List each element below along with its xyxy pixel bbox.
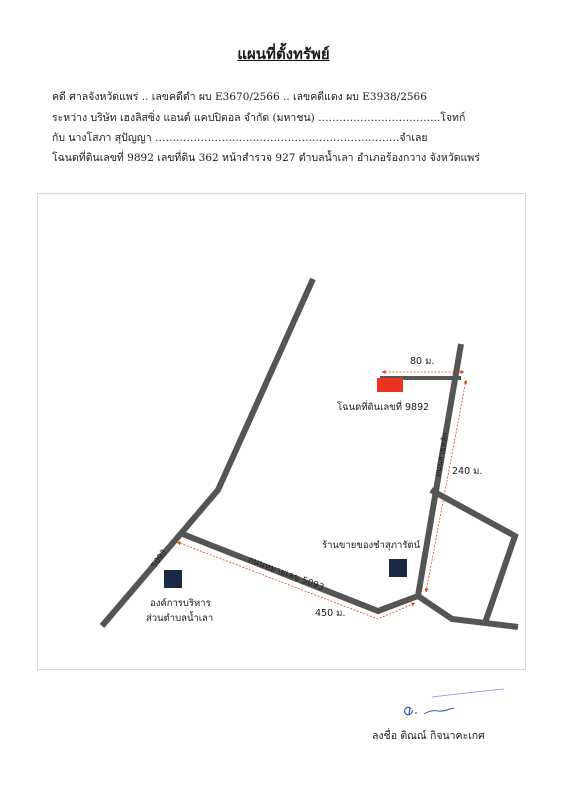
- road-label-vertical: ถนนสายหลัก: [433, 431, 450, 478]
- plaintiff-line: ระหว่าง บริษัท เฮงลิสซิ่ง แอนด์ แคปปิตอล จำกัด (มหาชน) ……………………………..โจทก์: [52, 112, 466, 124]
- road-label-left: 5093: [149, 547, 169, 570]
- property-plot-label: โฉนดที่ดินเลขที่ 9892: [337, 402, 430, 413]
- road-east-loop: [431, 490, 515, 623]
- dimension-240-arrow: [426, 380, 466, 592]
- defendant-line: กับ นางโสภา สุปัญญา ……………………...…………………………………….จำเลย: [52, 132, 428, 144]
- page-title: แผนที่ตั้งทรัพย์: [237, 45, 330, 63]
- sao-office-marker: [164, 570, 182, 588]
- property-plot: [377, 378, 403, 392]
- road-label-5093: ถนนหมายเลข 5093: [246, 555, 326, 594]
- case-line: คดี ศาลจังหวัดแพร่ .. เลขคดีดำ ผบ E3670/2566 .. เลขคดีแดง ผบ E3938/2566: [52, 91, 427, 103]
- dimension-450-label: 450 ม.: [315, 608, 346, 619]
- dimension-240-label: 240 ม.: [452, 466, 483, 477]
- shop-label: ร้านขายของชำสุภารัตน์: [322, 540, 421, 551]
- deed-line: โฉนดที่ดินเลขที่ 9892 เลขที่ดิน 362 หน้าสำรวจ 927 ตำบลน้ำเลา อำเภอร้องกวาง จังหวัดแพร่: [52, 152, 480, 164]
- signer-name: ลงชื่อ ติณณ์ กิจนาคะเกศ: [372, 730, 485, 742]
- road-south-east: [418, 596, 518, 627]
- sao-office-label-1: องค์การบริหาร: [150, 598, 211, 609]
- shop-marker: [389, 559, 407, 577]
- sao-office-label-2: ส่วนตำบลน้ำเลา: [146, 613, 214, 624]
- dimension-80-label: 80 ม.: [410, 356, 435, 367]
